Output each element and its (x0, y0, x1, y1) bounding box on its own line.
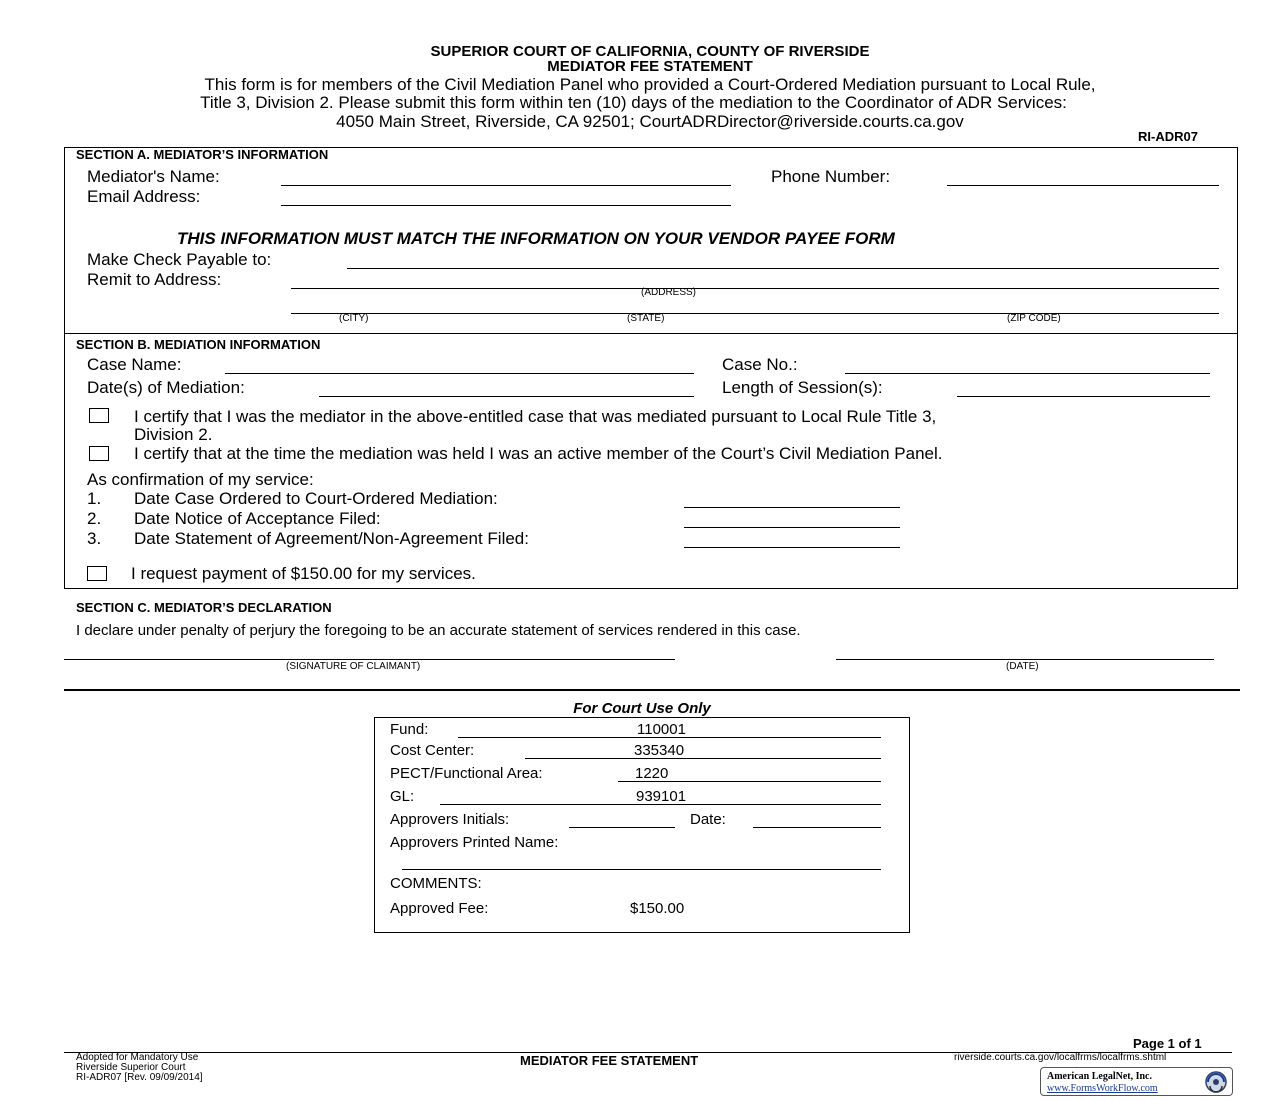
item-2-label: Date Notice of Acceptance Filed: (134, 509, 381, 528)
date-notice-input[interactable] (684, 527, 900, 528)
adopted-line-1: Adopted for Mandatory Use (76, 1052, 199, 1063)
case-name-input[interactable] (225, 373, 694, 374)
case-no-input[interactable] (845, 373, 1210, 374)
intro-line-1: This form is for members of the Civil Mediation Panel who provided a Court-Ordered Mediation pursuant to Local Rule, (204, 75, 1096, 94)
approver-initials-line (569, 827, 675, 828)
section-divider (64, 689, 1240, 691)
declaration-date-caption: (DATE) (1006, 661, 1039, 672)
mediation-dates-label: Date(s) of Mediation: (87, 378, 245, 397)
address-caption: (ADDRESS) (641, 287, 697, 298)
item-2-number: 2. (87, 509, 102, 528)
remit-label: Remit to Address: (87, 270, 222, 289)
approver-initials-label: Approvers Initials: (390, 811, 510, 828)
fund-value: 110001 (637, 721, 686, 738)
payment-request-text: I request payment of $150.00 for my services. (131, 564, 476, 583)
case-name-label: Case Name: (87, 355, 182, 374)
signature-input[interactable] (64, 659, 675, 660)
cost-center-line (525, 758, 881, 759)
vendor-name: American LegalNet, Inc. (1047, 1071, 1152, 1082)
case-no-label: Case No.: (722, 355, 798, 374)
certify-mediator-checkbox[interactable] (89, 408, 109, 423)
approved-fee-value: $150.00 (630, 900, 685, 917)
form-title: MEDIATOR FEE STATEMENT (547, 58, 753, 75)
declaration-date-input[interactable] (836, 659, 1214, 660)
intro-line-2: Title 3, Division 2. Please submit this form within ten (10) days of the mediation to the Coordinator of ADR Services: (200, 93, 1067, 112)
cost-center-value: 335340 (634, 742, 685, 759)
payment-request-checkbox[interactable] (87, 566, 107, 581)
payable-input[interactable] (347, 268, 1219, 269)
page-number: Page 1 of 1 (1133, 1036, 1202, 1051)
session-length-label: Length of Session(s): (722, 378, 883, 397)
comments-label: COMMENTS: (390, 875, 482, 892)
pect-value: 1220 (635, 765, 669, 782)
item-1-label: Date Case Ordered to Court-Ordered Mediation: (134, 489, 498, 508)
item-3-label: Date Statement of Agreement/Non-Agreement Filed: (134, 529, 529, 548)
certify-panel-text: I certify that at the time the mediation was held I was an active member of the Court’s Civil Mediation Panel. (134, 444, 943, 463)
adopted-line-2: Riverside Superior Court (76, 1062, 186, 1073)
city-caption: (CITY) (339, 313, 369, 324)
phone-label: Phone Number: (771, 167, 891, 186)
fund-label: Fund: (390, 721, 429, 738)
mediator-name-input[interactable] (281, 185, 731, 186)
zip-caption: (ZIP CODE) (1007, 313, 1061, 324)
confirmation-heading: As confirmation of my service: (87, 470, 314, 489)
item-1-number: 1. (87, 489, 102, 508)
phone-input[interactable] (947, 185, 1219, 186)
footer-title: MEDIATOR FEE STATEMENT (520, 1053, 699, 1068)
globe-swirl-icon (1200, 1070, 1228, 1094)
gl-value: 939101 (636, 788, 687, 805)
certify-mediator-text-cont: Division 2. (134, 425, 213, 444)
certify-panel-checkbox[interactable] (89, 446, 109, 461)
email-input[interactable] (281, 205, 731, 206)
adopted-line-3: RI-ADR07 [Rev. 09/09/2014] (76, 1072, 203, 1083)
declaration-text: I declare under penalty of perjury the foregoing to be an accurate statement of services rendered in this case. (76, 622, 801, 639)
address-input[interactable] (291, 288, 1219, 289)
pect-label: PECT/Functional Area: (390, 765, 543, 782)
approved-fee-label: Approved Fee: (390, 900, 489, 917)
email-label: Email Address: (87, 187, 201, 206)
mediator-name-label: Mediator's Name: (87, 167, 220, 186)
date-statement-input[interactable] (684, 547, 900, 548)
payable-label: Make Check Payable to: (87, 250, 272, 269)
date-ordered-input[interactable] (684, 507, 900, 508)
certify-mediator-text: I certify that I was the mediator in the above-entitled case that was mediated pursuant to Local Rule Title 3, (134, 407, 937, 426)
session-length-input[interactable] (957, 396, 1210, 397)
intro-line-3: 4050 Main Street, Riverside, CA 92501; CourtADRDirector@riverside.courts.ca.gov (336, 112, 964, 131)
form-number: RI-ADR07 (1138, 129, 1198, 144)
section-c-title: SECTION C. MEDIATOR’S DECLARATION (76, 600, 332, 615)
vendor-notice: THIS INFORMATION MUST MATCH THE INFORMATION ON YOUR VENDOR PAYEE FORM (177, 229, 895, 248)
approver-name-label: Approvers Printed Name: (390, 834, 559, 851)
signature-caption: (SIGNATURE OF CLAIMANT) (286, 661, 421, 672)
court-name: SUPERIOR COURT OF CALIFORNIA, COUNTY OF RIVERSIDE (430, 43, 870, 60)
vendor-url[interactable]: www.FormsWorkFlow.com (1047, 1083, 1158, 1094)
gl-label: GL: (390, 788, 415, 805)
court-use-title: For Court Use Only (573, 700, 711, 717)
approver-name-line (402, 869, 881, 870)
section-a-title: SECTION A. MEDIATOR’S INFORMATION (76, 147, 329, 162)
item-3-number: 3. (87, 529, 102, 548)
footer-url[interactable]: riverside.courts.ca.gov/localfrms/localfrms.shtml (954, 1052, 1167, 1063)
section-b-title: SECTION B. MEDIATION INFORMATION (76, 337, 321, 352)
approver-date-label: Date: (690, 811, 726, 828)
cost-center-label: Cost Center: (390, 742, 475, 759)
city-state-zip-input[interactable] (291, 313, 1219, 314)
vendor-logo[interactable] (1040, 1067, 1233, 1096)
approver-date-line (753, 827, 881, 828)
mediation-dates-input[interactable] (319, 396, 694, 397)
state-caption: (STATE) (627, 313, 665, 324)
